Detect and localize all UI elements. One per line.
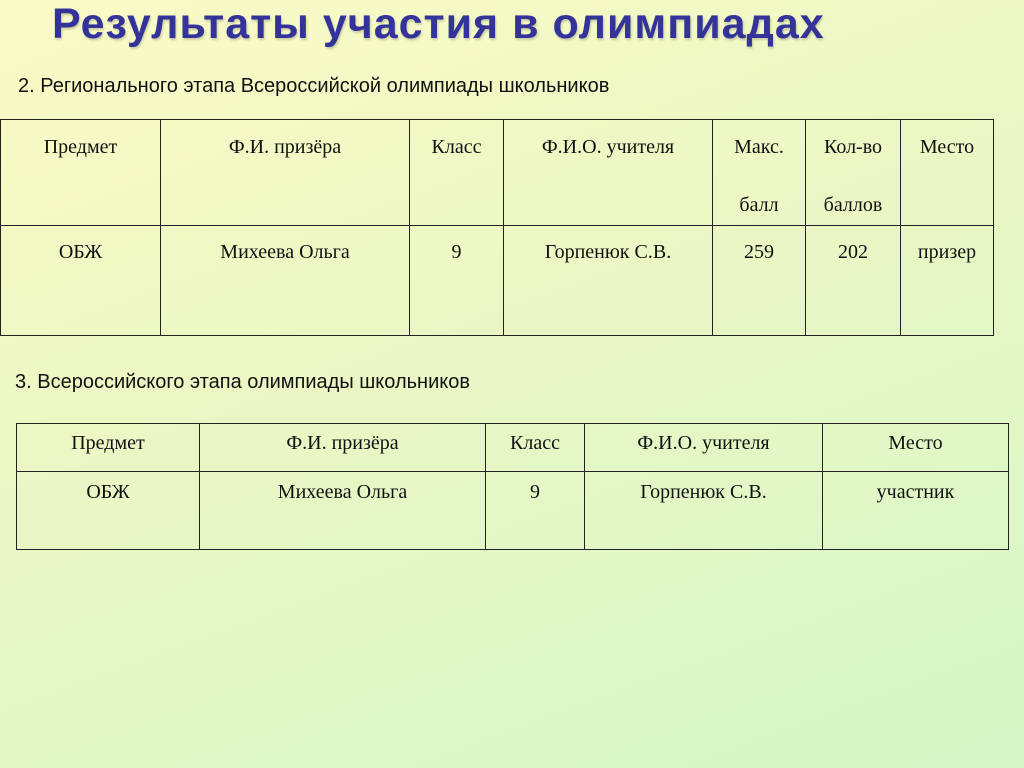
table-header-row	[1, 120, 994, 226]
regional-stage-heading: 2. Регионального этапа Всероссийской олимпиады школьников	[18, 75, 610, 97]
cell-winner-name: Михеева Ольга	[200, 472, 486, 550]
cell-teacher: Горпенюк С.В.	[504, 226, 713, 336]
table-row	[17, 472, 1009, 550]
cell-grade: 9	[486, 472, 585, 550]
page-title: Результаты участия в олимпиадах	[52, 0, 825, 48]
table-header-row	[17, 424, 1009, 472]
header-grade: Класс	[410, 120, 504, 226]
header-max-score-line2: балл	[739, 194, 779, 216]
header-score-line1: Кол-во	[823, 136, 883, 158]
header-max-score	[713, 120, 806, 226]
header-grade: Класс	[486, 424, 585, 472]
cell-subject: ОБЖ	[17, 472, 200, 550]
cell-place: участник	[823, 472, 1009, 550]
header-teacher: Ф.И.О. учителя	[504, 120, 713, 226]
header-winner-name: Ф.И. призёра	[200, 424, 486, 472]
national-stage-heading: 3. Всероссийского этапа олимпиады школьников	[15, 371, 470, 393]
national-results-table	[16, 423, 1009, 550]
regional-results-table	[0, 119, 994, 336]
cell-max-score: 259	[713, 226, 806, 336]
cell-place: призер	[901, 226, 994, 336]
header-subject: Предмет	[1, 120, 161, 226]
header-place: Место	[901, 120, 994, 226]
header-max-score-line1: Макс.	[734, 136, 784, 158]
cell-score: 202	[806, 226, 901, 336]
header-place: Место	[823, 424, 1009, 472]
header-score-line2: баллов	[823, 194, 883, 216]
cell-grade: 9	[410, 226, 504, 336]
header-subject: Предмет	[17, 424, 200, 472]
cell-teacher: Горпенюк С.В.	[585, 472, 823, 550]
header-score	[806, 120, 901, 226]
cell-winner-name: Михеева Ольга	[161, 226, 410, 336]
header-teacher: Ф.И.О. учителя	[585, 424, 823, 472]
cell-subject: ОБЖ	[1, 226, 161, 336]
table-row	[1, 226, 994, 336]
header-winner-name: Ф.И. призёра	[161, 120, 410, 226]
